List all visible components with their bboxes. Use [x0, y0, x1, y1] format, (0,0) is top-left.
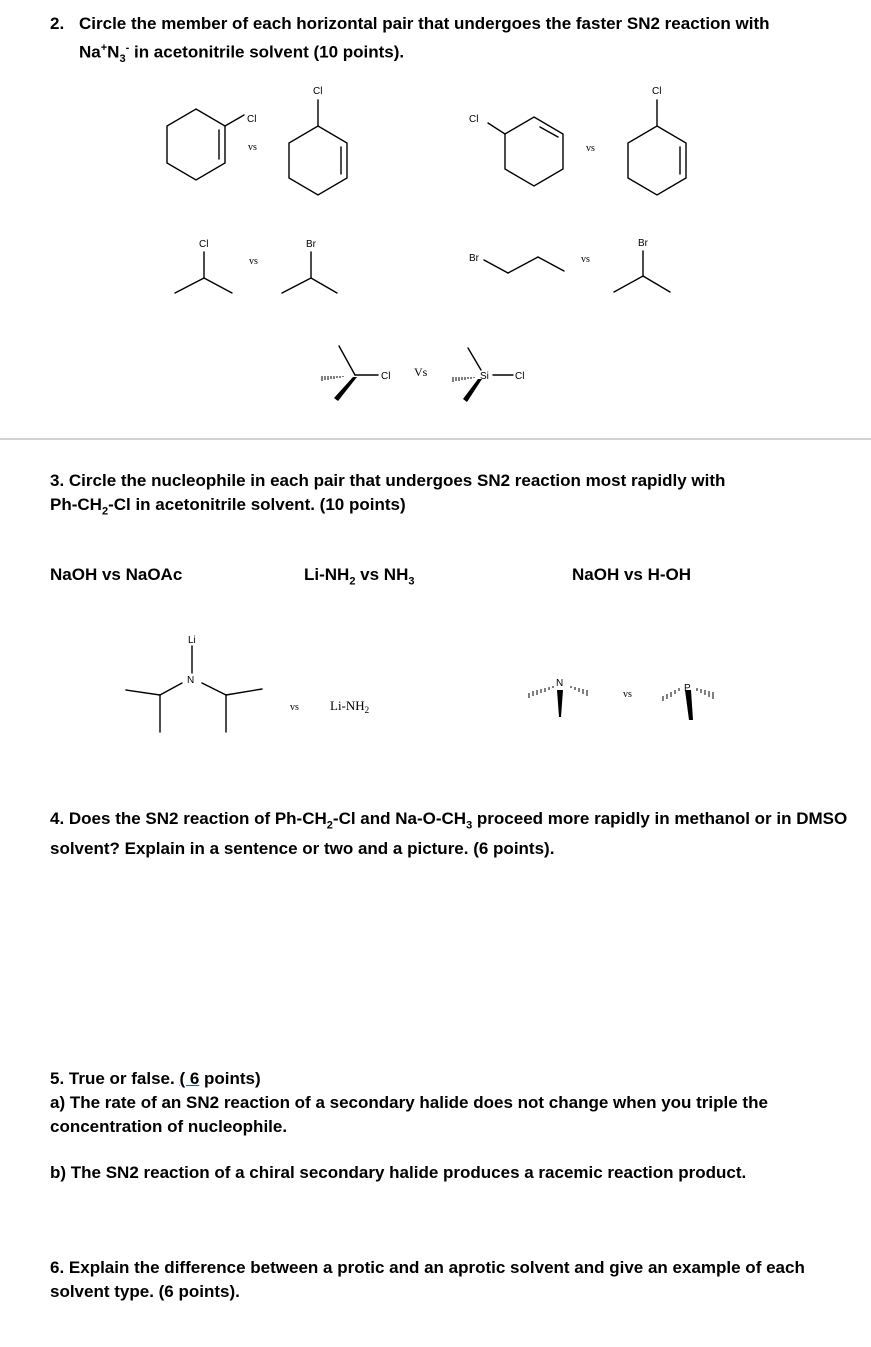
vs-label: vs — [581, 254, 590, 265]
isopropyl-chloride-structure — [175, 252, 232, 293]
cyclohexene-chloride-structure-2 — [488, 117, 563, 186]
isopropyl-bromide-structure-2 — [614, 251, 670, 292]
li-label: Li — [188, 635, 196, 646]
br-label: Br — [306, 239, 316, 250]
lithium-diisopropylamide-structure — [126, 646, 262, 732]
question-2-line-2: $Na^+N_3^-$ in acetonitrile solvent (10 points). — [79, 42, 405, 66]
question-5-title: 5. True or false. ( 6 points) — [50, 1069, 261, 1088]
br-label: Br — [469, 253, 479, 264]
hashed-bonds — [322, 376, 713, 701]
cl-label: Cl — [515, 371, 525, 382]
isopropyl-bromide-structure — [282, 252, 337, 293]
question-5-part-a: a) The rate of an SN2 reaction of a secondary halide does not change when you triple the concentration of nucleophile. — [50, 1093, 768, 1136]
vs-label: vs — [249, 256, 258, 267]
cyclohexene-vinyl-chloride-structure — [289, 100, 347, 195]
cl-label: Cl — [199, 239, 209, 250]
tertiary-alkyl-chloride-structure — [339, 346, 378, 375]
nucleophile-pair-1: NaOH vs NaOAc — [50, 565, 183, 584]
question-6: 6. Explain the difference between a protic and an aprotic solvent and give an example of each solvent type. (6 points). — [50, 1258, 805, 1301]
n-label: N — [556, 678, 564, 689]
si-label: Si — [480, 371, 489, 382]
nucleophile-pair-3: NaOH vs H-OH — [572, 565, 692, 584]
question-2-line-1: 2. Circle the member of each horizontal pair that undergoes the faster SN2 reaction with — [50, 12, 850, 36]
propyl-bromide-structure — [484, 257, 564, 273]
p-label: P — [684, 683, 691, 694]
silyl-chloride-structure — [468, 348, 513, 375]
vs-label: Vs — [414, 365, 428, 379]
cl-label: Cl — [652, 86, 662, 97]
stereo-bonds — [334, 377, 693, 720]
cyclohexene-allylic-chloride-structure — [167, 109, 244, 180]
vs-label: vs — [586, 143, 595, 154]
vs-label: vs — [623, 689, 632, 700]
nucleophile-pair-2: $Li-NH_2$ vs $NH_3$ — [304, 565, 415, 588]
section-divider — [0, 438, 871, 440]
cl-label: Cl — [381, 371, 391, 382]
question-3: 3. Circle the nucleophile in each pair that undergoes SN2 reaction most rapidly with $Ph-CH_2-Cl$ in acetonitrile solvent. (10 points) — [50, 471, 726, 518]
question-2-number: 2. — [50, 14, 65, 33]
question-4: 4. Does the SN2 reaction of $Ph-CH_2-Cl$ and $Na-O-CH_3$ proceed more rapidly in methanol or in DMSO solvent? Explain in a sentence or two and a picture. (6 points). — [50, 809, 848, 859]
cl-label: Cl — [469, 114, 479, 125]
cyclohexene-vinyl-chloride-structure-2 — [628, 100, 686, 195]
n-label: N — [187, 675, 195, 686]
cl-label: Cl — [313, 86, 323, 97]
question-5 — [50, 1067, 850, 1185]
cl-label: Cl — [247, 114, 257, 125]
lithium-amide-label: $Li-NH_2$ — [330, 698, 370, 715]
question-5-part-b: b) The SN2 reaction of a chiral secondary halide produces a racemic reaction product. — [50, 1163, 747, 1182]
vs-label: vs — [248, 142, 257, 153]
br-label: Br — [638, 238, 648, 249]
vs-label: vs — [290, 702, 299, 713]
